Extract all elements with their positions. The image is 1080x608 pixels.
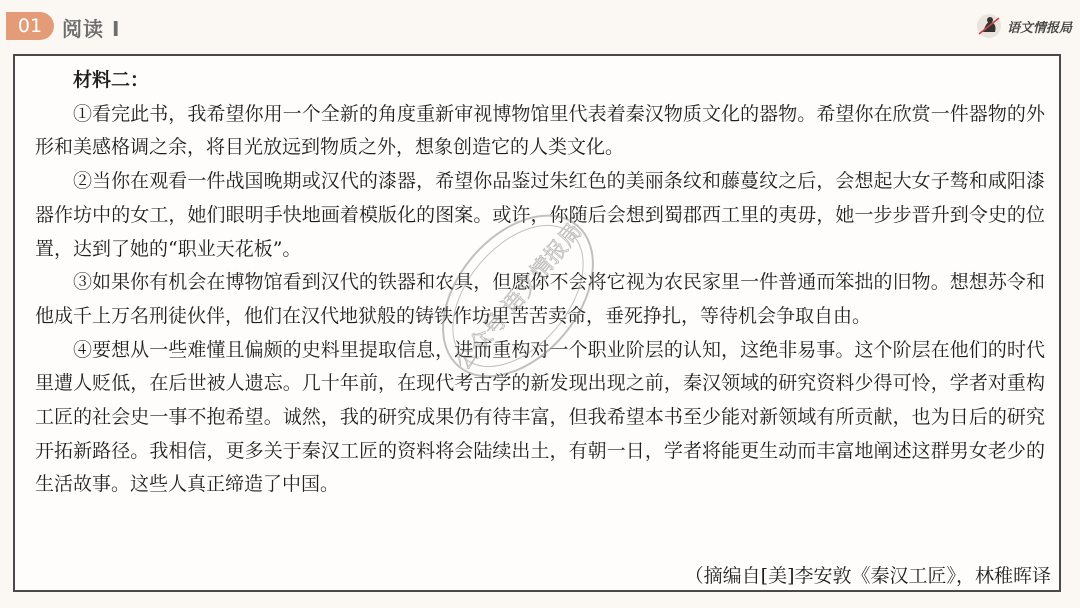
source-attribution: （摘编自[美]李安敦《秦汉工匠》，林稚晖译 xyxy=(684,565,1051,587)
svg-text:公众号 语文情报局: 公众号 语文情报局 xyxy=(450,218,588,376)
top-bar xyxy=(0,0,1080,50)
logo-text: 语文情报局 xyxy=(1006,20,1072,36)
ink-figure-icon xyxy=(975,12,1003,40)
brand-logo xyxy=(975,10,1072,42)
section-title: 阅读 I xyxy=(62,17,121,41)
passage-text xyxy=(35,64,1045,502)
passage-box xyxy=(13,54,1061,592)
paragraph-1: ①看完此书，我希望你用一个全新的角度重新审视博物馆里代表着秦汉物质文化的器物。希望你在欣赏一件器物的外形和美感格调之余，将目光放远到物质之外，想象创造它的人类文化。 xyxy=(35,102,1045,159)
section-number-badge: 01 xyxy=(6,12,54,40)
paragraph-2: ②当你在观看一件战国晚期或汉代的漆器，希望你品鉴过朱红色的美丽条纹和藤蔓纹之后，会想起大女子骜和咸阳漆器作坊中的女工，她们眼明手快地画着模版化的图案。或许，你随后会想到蜀郡西工里的夷毋，她一步步晋升到令史的位置，达到了她的“职业天花板”。 xyxy=(35,170,1045,260)
paragraph-4: ④要想从一些难懂且偏颇的史料里提取信息，进而重构对一个职业阶层的认知，这绝非易事。这个阶层在他们的时代里遭人贬低，在后世被人遗忘。几十年前，在现代考古学的新发现出现之前，秦汉领域的研究资料少得可怜，学者对重构工匠的社会史一事不抱希望。诚然，我的研究成果仍有待丰富，但我希望本书至少能对新领域有所贡献，也为日后的研究开拓新路径。我相信，更多关于秦汉工匠的资料将会陆续出土，有朝一日，学者将能更生动而丰富地阐述这群男女老少的生活故事。这些人真正缔造了中国。 xyxy=(35,338,1045,496)
paragraph-3: ③如果你有机会在博物馆看到汉代的铁器和农具，但愿你不会将它视为农民家里一件普通而笨拙的旧物。想想苏令和他成千上万名刑徒伙伴，他们在汉代地狱般的铸铁作坊里苦苦卖命，垂死挣扎，等待机会争取自由。 xyxy=(35,271,1045,327)
passage-heading: 材料二： xyxy=(73,69,150,91)
